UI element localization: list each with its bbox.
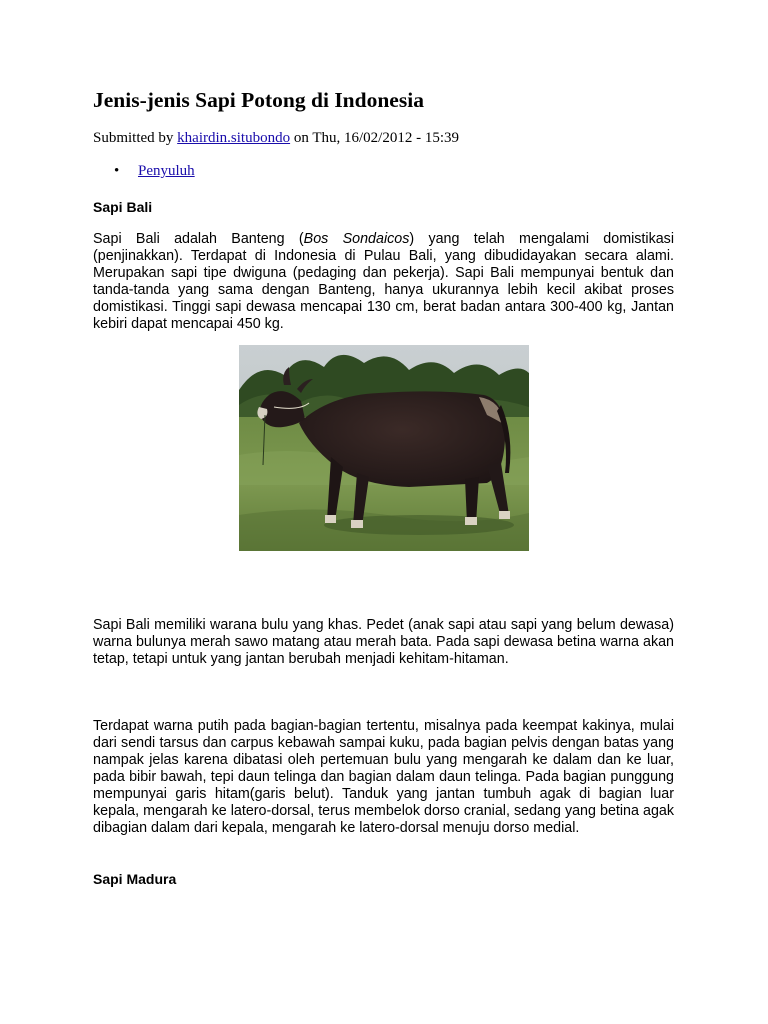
section-heading-sapi-bali: Sapi Bali <box>93 199 153 215</box>
paragraph-text: Sapi Bali adalah Banteng ( <box>93 231 304 247</box>
submitted-date: on Thu, 16/02/2012 - 15:39 <box>290 130 459 146</box>
tag-link-penyuluh[interactable]: Penyuluh <box>138 163 195 179</box>
paragraph-sapi-bali-markings: Terdapat warna putih pada bagian-bagian tertentu, misalnya pada keempat kakinya, mulai dari sendi tarsus dan carpus kebawah sampai kuku, pada bagian pelvis dengan batas yang nampak jelas karena dibatasi oleh pertemuan bulu yang mengarah ke dalam dan ke luar, pada bibir bawah, tepi daun telinga dan bagian dalam daun telinga. Pada bagian punggung mempunyai garis hitam(garis belut). Tanduk yang jantan tumbuh agak di bagian luar kepala, mengarah ke latero-dorsal, terus membelok dorso cranial, sedang yang betina agak dibagian dalam dari kepala, mengarah ke latero-dorsal menuju dorso medial. <box>93 718 674 836</box>
paragraph-sapi-bali-color: Sapi Bali memiliki warana bulu yang khas. Pedet (anak sapi atau sapi yang belum dewasa) warna bulunya merah sawo matang atau merah bata. Pada sapi dewasa betina warna akan tetap, tetapi untuk yang jantan berubah menjadi kehitam-hitaman. <box>93 617 674 667</box>
paragraph-text: ) yang telah mengalami domistikasi (penjinakkan). Terdapat di Indonesia di Pulau Bali, yang dibudidayakan secara alami. Merupakan sapi tipe dwiguna (pedaging dan pekerja). Sapi Bali mempunyai bentuk dan tanda-tanda yang sama dengan Banteng, hanya ukurannya lebih kecil akibat proses domistikasi. Tinggi sapi dewasa mencapai 130 cm, berat badan antara 300-400 kg, Jantan kebiri dapat mencapai 450 kg. <box>93 231 675 332</box>
sapi-bali-photo <box>239 345 529 551</box>
bullet-icon: • <box>114 163 120 179</box>
paragraph-sapi-bali-intro <box>93 231 674 333</box>
section-heading-sapi-madura: Sapi Madura <box>93 871 177 887</box>
page-title: Jenis-jenis Sapi Potong di Indonesia <box>93 88 424 112</box>
tag-list-item <box>114 162 195 181</box>
submitted-line <box>93 129 459 148</box>
author-link[interactable]: khairdin.situbondo <box>177 130 291 146</box>
submitted-prefix: Submitted by <box>93 130 178 146</box>
scientific-name: Bos Sondaicos <box>303 231 410 247</box>
